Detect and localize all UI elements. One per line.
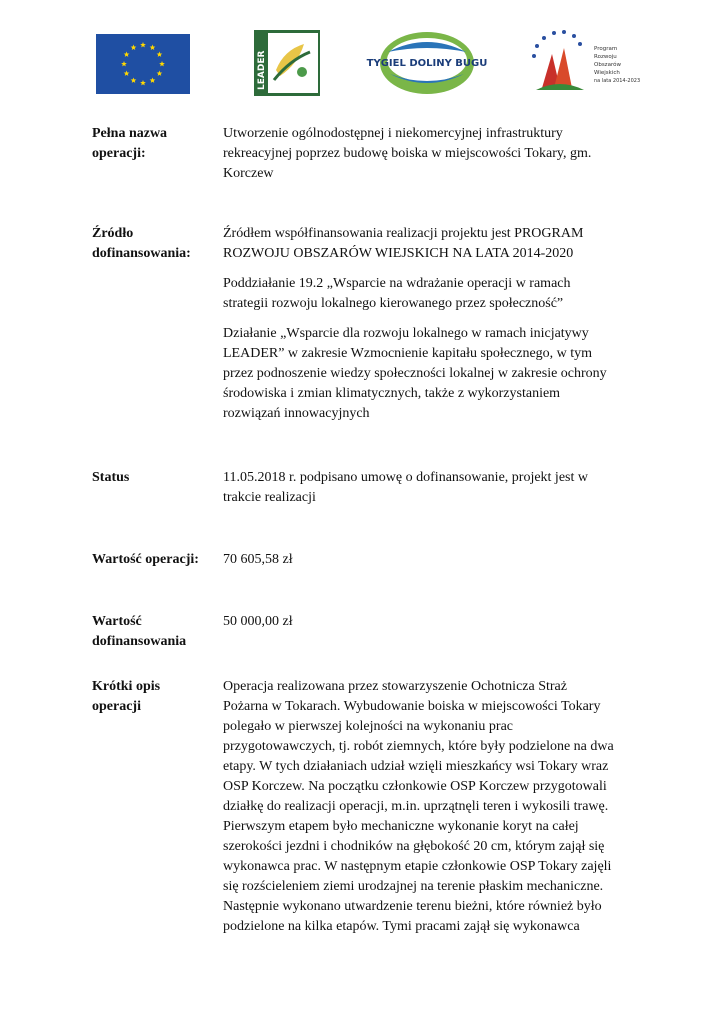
text-line: Działanie „Wsparcie dla rozwoju lokalnego w ramach inicjatywy xyxy=(223,326,589,341)
eu-flag-logo xyxy=(96,34,190,94)
paragraph xyxy=(223,324,643,424)
text-line: 11.05.2018 r. podpisano umowę o dofinansowanie, projekt jest w xyxy=(223,470,588,485)
text-line: 50 000,00 zł xyxy=(223,614,293,629)
text-line: Następnie wykonano utwardzenie terenu bieżni, które również było xyxy=(223,899,602,914)
paragraph xyxy=(223,224,643,264)
text-line: trakcie realizacji xyxy=(223,490,316,505)
label-funding-source xyxy=(92,224,222,264)
prow-line-3: Obszarów xyxy=(594,62,621,68)
prow-line-5: na lata 2014-2023 xyxy=(594,78,641,84)
paragraph xyxy=(223,677,643,937)
value-funding-source xyxy=(223,224,643,424)
text-line: Źródłem współfinansowania realizacji projektu jest PROGRAM xyxy=(223,226,584,241)
label-short-description xyxy=(92,677,222,717)
value-short-description xyxy=(223,677,643,937)
text-line: ROZWOJU OBSZARÓW WIEJSKICH NA LATA 2014-2020 xyxy=(223,246,574,261)
label-line: Źródło xyxy=(92,226,134,241)
text-line: działkę do realizacji operacji, m.in. uprzątnęli teren i wykosili trawę. xyxy=(223,799,609,814)
text-line: wykonawca prac. W następnym etapie członkowie OSP Tokary zajęli xyxy=(223,859,612,874)
paragraph xyxy=(223,274,643,314)
label-funding-value xyxy=(92,612,222,652)
value-funding-value xyxy=(223,612,643,632)
value-status xyxy=(223,468,643,508)
row-short-description xyxy=(92,677,652,947)
paragraph xyxy=(223,550,643,570)
paragraph xyxy=(223,468,643,508)
text-line: przygotowawczych, tj. robót ziemnych, które były podzielone na dwa xyxy=(223,739,614,754)
label-line: Krótki opis xyxy=(92,679,161,694)
text-line: przez podnoszenie wiedzy społeczności lokalnej w zakresie ochrony xyxy=(223,366,607,381)
text-line: Utworzenie ogólnodostępnej i niekomercyjnej infrastruktury xyxy=(223,126,563,141)
leader-logo xyxy=(254,30,320,96)
logos-bar xyxy=(0,28,724,98)
label-line: Status xyxy=(92,470,130,485)
text-line: szerokości jezdni i chodników na głębokość 20 cm, którym zajął się xyxy=(223,839,605,854)
text-line: rekreacyjnej poprzez budowę boiska w miejscowości Tokary, gm. xyxy=(223,146,592,161)
text-line: środowiska i zmian klimatycznych, także z wykorzystaniem xyxy=(223,386,561,401)
label-status xyxy=(92,468,222,488)
label-line: operacji: xyxy=(92,146,146,161)
label-line: Wartość xyxy=(92,614,142,629)
value-operation-value xyxy=(223,550,643,570)
prow-line-4: Wiejskich xyxy=(594,70,620,76)
text-line: Poddziałanie 19.2 „Wsparcie na wdrażanie operacji w ramach xyxy=(223,276,571,291)
label-line: Wartość operacji: xyxy=(92,552,199,567)
text-line: polegało w pierwszej kolejności na wykonaniu prac xyxy=(223,719,514,734)
text-line: rozwiązań innowacyjnych xyxy=(223,406,370,421)
prow-line-1: Program xyxy=(594,46,618,52)
text-line: OSP Korczew. Na początku członkowie OSP Korczew przygotowali xyxy=(223,779,607,794)
label-line: operacji xyxy=(92,699,141,714)
text-line: strategii rozwoju lokalnego kierowanego przez społeczność” xyxy=(223,296,564,311)
paragraph xyxy=(223,612,643,632)
text-line: Operacja realizowana przez stowarzyszenie Ochotnicza Straż xyxy=(223,679,567,694)
label-line: Pełna nazwa xyxy=(92,126,168,141)
row-operation-name xyxy=(92,124,652,194)
row-operation-value xyxy=(92,550,652,572)
text-line: Korczew xyxy=(223,166,274,181)
text-line: Pierwszym etapem było mechaniczne wykonanie koryt na całej xyxy=(223,819,579,834)
row-funding-source xyxy=(92,224,652,434)
tygiel-logo-text: TYGIEL DOLINY BUGU xyxy=(366,58,488,69)
leader-logo-text: LEADER xyxy=(257,50,267,90)
text-line: LEADER” w zakresie Wzmocnienie kapitału społecznego, w tym xyxy=(223,346,593,361)
row-status xyxy=(92,468,652,512)
prow-logo xyxy=(524,28,644,98)
text-line: etapy. W tych działaniach udział wzięli mieszkańcy wsi Tokary wraz xyxy=(223,759,609,774)
value-operation-name xyxy=(223,124,643,184)
label-operation-value xyxy=(92,550,222,570)
label-line: dofinansowania: xyxy=(92,246,191,261)
paragraph xyxy=(223,124,643,184)
tygiel-doliny-bugu-logo xyxy=(366,30,488,96)
text-line: się rozścieleniem ziemi urodzajnej na terenie płaskim mechaniczne. xyxy=(223,879,604,894)
label-operation-name xyxy=(92,124,222,164)
text-line: podzielone na kilka etapów. Tymi pracami zajął się wykonawca xyxy=(223,919,580,934)
text-line: Pożarna w Tokarach. Wybudowanie boiska w miejscowości Tokary xyxy=(223,699,601,714)
text-line: 70 605,58 zł xyxy=(223,552,293,567)
label-line: dofinansowania xyxy=(92,634,187,649)
prow-line-2: Rozwoju xyxy=(594,54,617,60)
row-funding-value xyxy=(92,612,652,656)
